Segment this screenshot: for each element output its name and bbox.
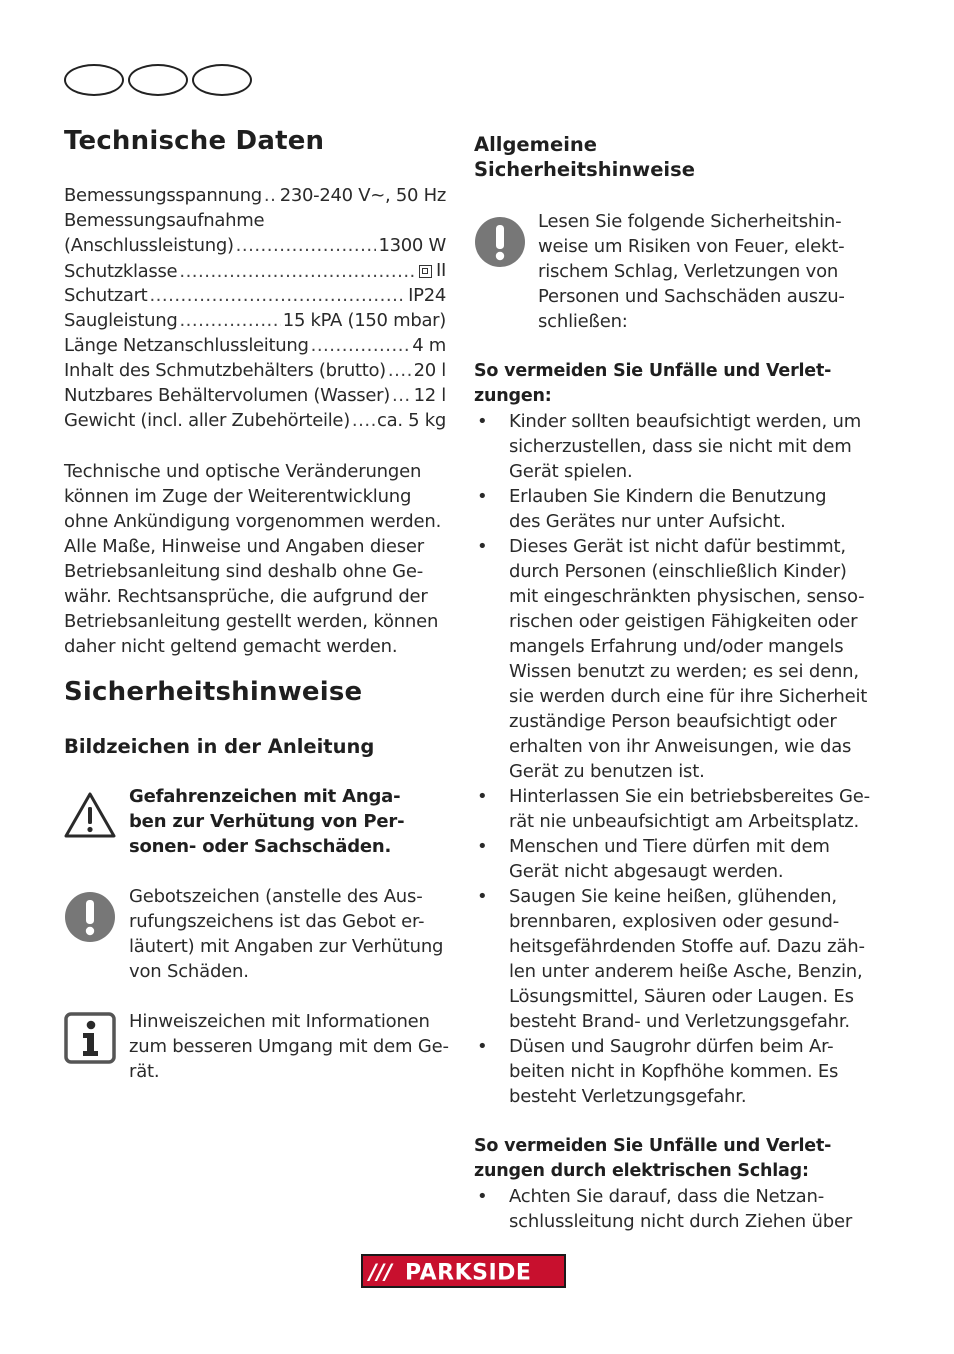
bullet-line: Erlauben Sie Kindern die Benutzung xyxy=(509,486,827,507)
spec-leader-dots xyxy=(264,183,278,208)
spec-row xyxy=(64,308,446,333)
spec-value xyxy=(414,358,446,383)
accident-prevention-subheading xyxy=(474,359,831,409)
spec-row xyxy=(64,183,446,208)
bullet-dot: • xyxy=(477,836,488,857)
bullet-line: Düsen und Saugrohr dürfen beim Ar- xyxy=(509,1036,834,1057)
bullet-dot: • xyxy=(477,486,488,507)
spec-value xyxy=(280,183,446,208)
spec-row xyxy=(64,383,446,408)
spec-label: Bemessungsspannung xyxy=(64,185,262,206)
spec-value-text: 15 kPA (150 mbar) xyxy=(282,310,446,331)
bullet-dot: • xyxy=(477,1186,488,1207)
note-line: können im Zuge der Weiterentwicklung xyxy=(64,486,412,507)
bullet-line: besteht Brand- und Verletzungsgefahr. xyxy=(509,1011,850,1032)
bullet-line: erhalten von ihr Anweisungen, wie das xyxy=(509,736,852,757)
spec-leader-dots xyxy=(236,233,377,258)
bullet-line: len unter anderem heiße Asche, Benzin, xyxy=(509,961,863,982)
mandatory-exclamation-icon xyxy=(474,216,526,268)
spec-row xyxy=(64,233,446,258)
symbol-text-line: von Schäden. xyxy=(129,961,249,982)
bullet-line: Gerät spielen. xyxy=(509,461,633,482)
spec-value-text: 20 l xyxy=(413,360,446,381)
spec-value xyxy=(377,408,446,433)
bullet-line: mit eingeschränkten physischen, senso- xyxy=(509,586,865,607)
bullet-dot: • xyxy=(477,1036,488,1057)
bullet-line: Achten Sie darauf, dass die Netzan- xyxy=(509,1186,824,1207)
spec-label: Bemessungsaufnahme xyxy=(64,210,265,231)
spec-value xyxy=(283,308,446,333)
bullet-line: Hinterlassen Sie ein betriebsbereites Ge- xyxy=(509,786,870,807)
bullet-line: Kinder sollten beaufsichtigt werden, um xyxy=(509,411,862,432)
symbol-text-line: Gefahrenzeichen mit Anga- xyxy=(129,786,401,807)
symbol-info-text xyxy=(129,1009,449,1084)
spec-row xyxy=(64,408,446,433)
bullet-dot: • xyxy=(477,886,488,907)
spec-leader-dots xyxy=(311,333,411,358)
spec-value xyxy=(408,283,446,308)
symbol-mandatory-text xyxy=(129,884,443,984)
language-oval-2 xyxy=(128,64,188,96)
intro-line: Lesen Sie folgende Sicherheitshin- xyxy=(538,211,842,232)
language-oval-1 xyxy=(64,64,124,96)
general-safety-intro xyxy=(538,209,845,334)
bullet-line: zuständige Person beaufsichtigt oder xyxy=(509,711,837,732)
bullet-line: schlussleitung nicht durch Ziehen über xyxy=(509,1211,853,1232)
symbol-text-line: läutert) mit Angaben zur Verhütung xyxy=(129,936,444,957)
bullet-line: mangels Erfahrung und/oder mangels xyxy=(509,636,844,657)
symbols-title: Bildzeichen in der Anleitung xyxy=(64,735,375,758)
spec-row xyxy=(64,283,446,308)
symbol-text-line: zum besseren Umgang mit dem Ge- xyxy=(129,1036,449,1057)
symbol-text-line: sonen- oder Sachschäden. xyxy=(129,836,392,857)
subheading-line: So vermeiden Sie Unfälle und Verlet- xyxy=(474,1136,832,1156)
note-line: Technische und optische Veränderungen xyxy=(64,461,422,482)
electric-shock-subheading xyxy=(474,1134,831,1184)
bullet-item xyxy=(474,834,864,884)
bullet-line: sicherzustellen, dass sie nicht mit dem xyxy=(509,436,852,457)
spec-leader-dots xyxy=(352,408,375,433)
technical-note xyxy=(64,459,441,659)
symbol-text-line: rät. xyxy=(129,1061,160,1082)
symbol-text-line: Hinweiszeichen mit Informationen xyxy=(129,1011,430,1032)
spec-value-text: 12 l xyxy=(413,385,446,406)
bullet-line: heitsgefährdenden Stoffe auf. Dazu zäh- xyxy=(509,936,865,957)
spec-row xyxy=(64,358,446,383)
bullet-line: Dieses Gerät ist nicht dafür bestimmt, xyxy=(509,536,846,557)
protection-class-ii-icon xyxy=(419,265,432,278)
spec-label: Gewicht (incl. aller Zubehörteile) xyxy=(64,410,350,431)
bullet-item xyxy=(474,1184,864,1234)
note-line: Betriebsanleitung gestellt werden, können xyxy=(64,611,439,632)
spec-label: Inhalt des Schmutzbehälters (brutto) xyxy=(64,360,386,381)
subheading-line: zungen: xyxy=(474,386,552,406)
spec-row xyxy=(64,333,446,358)
general-safety-title-line-1: Allgemeine xyxy=(474,133,597,156)
bullet-line: Wissen benutzt zu werden; es sei denn, xyxy=(509,661,859,682)
symbol-danger-text xyxy=(129,784,404,859)
bullet-dot: • xyxy=(477,786,488,807)
bullet-item xyxy=(474,484,864,534)
spec-leader-dots xyxy=(392,383,412,408)
electric-shock-list xyxy=(474,1184,864,1234)
bullet-line: Gerät nicht abgesaugt werden. xyxy=(509,861,784,882)
general-safety-title xyxy=(474,132,695,182)
bullet-line: rischen oder geistigen Fähigkeiten oder xyxy=(509,611,858,632)
bullet-line: Menschen und Tiere dürfen mit dem xyxy=(509,836,830,857)
spec-label: Nutzbares Behältervolumen (Wasser) xyxy=(64,385,390,406)
bullet-line: durch Personen (einschließlich Kinder) xyxy=(509,561,847,582)
symbol-text-line: rufungszeichens ist das Gebot er- xyxy=(129,911,425,932)
spec-label: Saugleistung xyxy=(64,310,178,331)
bullet-line: sie werden durch eine für ihre Sicherheit xyxy=(509,686,868,707)
spec-list xyxy=(64,183,446,433)
safety-title: Sicherheitshinweise xyxy=(64,677,363,707)
bullet-item xyxy=(474,884,864,1034)
note-line: ohne Ankündigung vorgenommen werden. xyxy=(64,511,442,532)
spec-value-text: II xyxy=(435,260,446,281)
general-safety-title-line-2: Sicherheitshinweise xyxy=(474,158,695,181)
spec-value-text: 1300 W xyxy=(378,235,446,256)
logo-text: PARKSIDE xyxy=(405,1260,532,1286)
spec-value-text: IP24 xyxy=(408,285,446,306)
bullet-item xyxy=(474,534,868,784)
spec-value-text: 4 m xyxy=(412,335,446,356)
bullet-line: rät nie unbeaufsichtigt am Arbeitsplatz. xyxy=(509,811,860,832)
spec-leader-dots xyxy=(179,259,417,284)
technical-data-title: Technische Daten xyxy=(64,126,325,156)
bullet-line: des Gerätes nur unter Aufsicht. xyxy=(509,511,786,532)
intro-line: schließen: xyxy=(538,311,628,332)
bullet-item xyxy=(474,409,864,484)
note-line: währ. Rechtsansprüche, die aufgrund der xyxy=(64,586,428,607)
language-oval-3 xyxy=(192,64,252,96)
spec-leader-dots xyxy=(149,283,406,308)
symbol-text-line: Gebotszeichen (anstelle des Aus- xyxy=(129,886,423,907)
spec-value xyxy=(414,383,446,408)
intro-line: weise um Risiken von Feuer, elekt- xyxy=(538,236,845,257)
spec-label: Schutzklasse xyxy=(64,261,178,282)
bullet-item xyxy=(474,784,870,834)
logo-mark: /// xyxy=(369,1260,393,1284)
spec-leader-dots xyxy=(388,358,412,383)
intro-line: Personen und Sachschäden auszu- xyxy=(538,286,845,307)
warning-triangle-icon xyxy=(64,791,116,839)
mandatory-exclamation-icon xyxy=(64,891,116,943)
bullet-line: beiten nicht in Kopfhöhe kommen. Es xyxy=(509,1061,839,1082)
subheading-line: zungen durch elektrischen Schlag: xyxy=(474,1161,809,1181)
parkside-logo xyxy=(361,1254,566,1288)
accident-prevention-list xyxy=(474,409,870,1109)
spec-row xyxy=(64,258,446,283)
spec-value xyxy=(378,233,446,258)
subheading-line: So vermeiden Sie Unfälle und Verlet- xyxy=(474,361,832,381)
bullet-line: Gerät zu benutzen ist. xyxy=(509,761,705,782)
info-icon xyxy=(64,1012,116,1064)
spec-row xyxy=(64,208,446,233)
spec-value xyxy=(419,258,446,283)
spec-value-text: 230-240 V~, 50 Hz xyxy=(279,185,446,206)
bullet-line: brennbaren, explosiven oder gesund- xyxy=(509,911,840,932)
spec-leader-dots xyxy=(179,308,280,333)
bullet-line: Saugen Sie keine heißen, glühenden, xyxy=(509,886,837,907)
bullet-line: Lösungsmittel, Säuren oder Laugen. Es xyxy=(509,986,854,1007)
bullet-dot: • xyxy=(477,536,488,557)
spec-label: (Anschlussleistung) xyxy=(64,235,234,256)
spec-label: Schutzart xyxy=(64,285,148,306)
note-line: Betriebsanleitung sind deshalb ohne Ge- xyxy=(64,561,424,582)
bullet-line: besteht Verletzungsgefahr. xyxy=(509,1086,747,1107)
spec-value xyxy=(412,333,446,358)
note-line: daher nicht geltend gemacht werden. xyxy=(64,636,398,657)
bullet-dot: • xyxy=(477,411,488,432)
spec-label: Länge Netzanschlussleitung xyxy=(64,335,309,356)
note-line: Alle Maße, Hinweise und Angaben dieser xyxy=(64,536,424,557)
intro-line: rischem Schlag, Verletzungen von xyxy=(538,261,839,282)
bullet-item xyxy=(474,1034,864,1109)
symbol-text-line: ben zur Verhütung von Per- xyxy=(129,811,405,832)
spec-value-text: ca. 5 kg xyxy=(377,410,446,431)
